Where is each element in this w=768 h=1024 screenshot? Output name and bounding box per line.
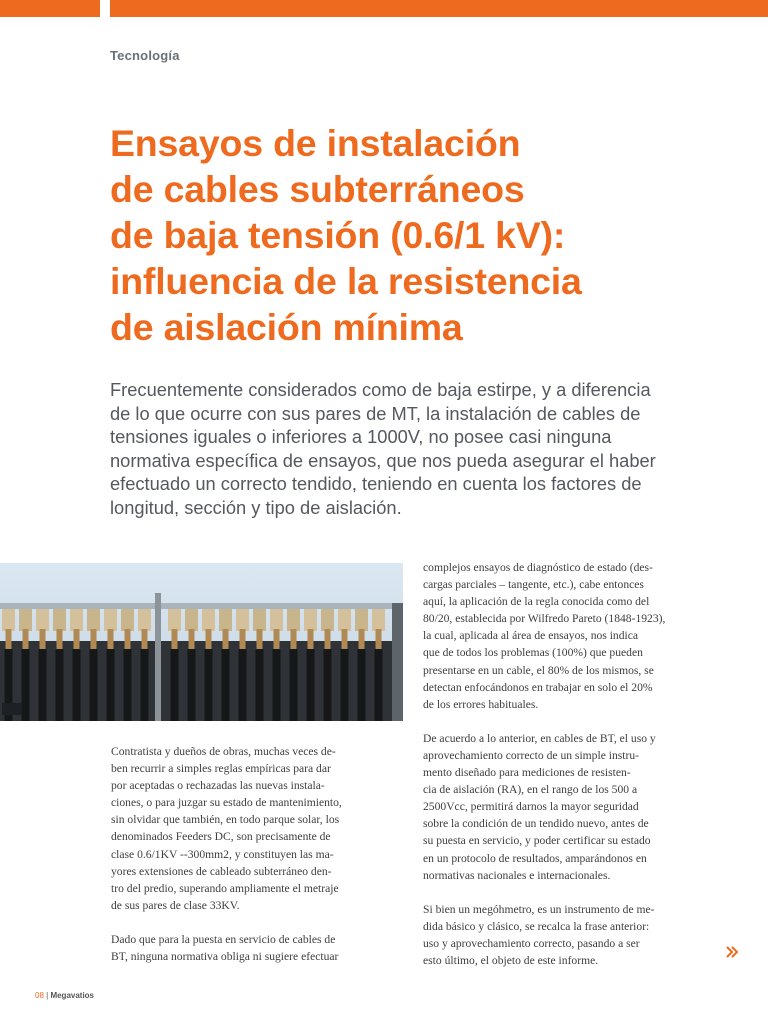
terminal-lug xyxy=(342,629,348,651)
text-line: que de todos los problemas (100%) que pueden xyxy=(423,646,643,660)
terminal-lug xyxy=(91,629,97,651)
text-line: Dado que para la puesta en servicio de cables de xyxy=(111,932,336,946)
lead-line: longitud, sección y tipo de aislación. xyxy=(110,496,402,518)
terminal-plate xyxy=(321,609,334,631)
page-number: 08 xyxy=(35,991,44,1000)
text-line: Si bien un megóhmetro, es un instrumento de me- xyxy=(423,902,655,916)
chevron-double-right-icon[interactable] xyxy=(724,944,740,960)
terminal-lug xyxy=(40,629,46,651)
terminal-lug xyxy=(376,629,382,651)
text-line: denominados Feeders DC, son precisamente de xyxy=(111,830,331,844)
terminal-lug xyxy=(189,629,195,651)
text-line: Contratista y dueños de obras, muchas veces de- xyxy=(111,745,336,758)
terminal-plate xyxy=(138,609,151,631)
terminal-lug xyxy=(6,629,12,651)
title-line: influencia de la resistencia xyxy=(110,260,582,302)
text-line: yores extensiones de cableado subterráneo den- xyxy=(111,864,332,878)
title-line: de cables subterráneos xyxy=(110,168,525,210)
terminal-plate xyxy=(287,609,300,631)
terminal-lug xyxy=(308,629,314,651)
text-line: de los errores habituales. xyxy=(423,697,539,711)
text-line: ciones, o para juzgar su estado de mantenimiento, xyxy=(111,796,342,810)
terminal-plate xyxy=(19,609,32,631)
lead-line: Frecuentemente considerados como de baja estirpe, y a diferencia xyxy=(110,379,651,400)
terminal-plate xyxy=(253,609,266,631)
cable xyxy=(205,649,213,721)
terminal-lug xyxy=(223,629,229,651)
terminal-plate xyxy=(70,609,83,631)
terminal-plate xyxy=(236,609,249,631)
terminal-plate xyxy=(168,609,181,631)
top-bar-left xyxy=(0,0,100,17)
text-line: cargas parciales – tangente, etc.), cabe entonces xyxy=(423,578,644,592)
terminal-lug xyxy=(108,629,114,651)
text-line: De acuerdo a lo anterior, en cables de BT, el uso y xyxy=(423,731,656,745)
footer-separator: | xyxy=(43,991,51,1000)
cable xyxy=(341,649,349,721)
cable xyxy=(141,649,149,721)
terminal-plate xyxy=(53,609,66,631)
cable xyxy=(22,649,30,721)
cable xyxy=(39,649,47,721)
cable xyxy=(375,649,383,721)
text-line: sobre la condición de un tendido nuevo, antes de xyxy=(423,817,649,831)
terminal-plate xyxy=(372,609,385,631)
paragraph-gap xyxy=(423,884,723,901)
terminal-plate xyxy=(270,609,283,631)
terminal-plate xyxy=(121,609,134,631)
text-line: mento diseñado para mediciones de resisten- xyxy=(423,766,631,780)
cable xyxy=(124,649,132,721)
cable xyxy=(239,649,247,721)
terminal-plate xyxy=(87,609,100,631)
text-line: 80/20, establecida por Wilfredo Pareto (1848-1923), xyxy=(423,612,666,626)
text-line: 2500Vcc, permitirá darnos la mayor seguridad xyxy=(423,800,639,814)
terminal-lug xyxy=(23,629,29,651)
terminal-lug xyxy=(359,629,365,651)
top-bar-right xyxy=(110,0,768,17)
text-line: aquí, la aplicación de la regla conocida como del xyxy=(423,595,650,609)
lead-line: tensiones iguales o inferiores a 1000V, no posee casi ninguna xyxy=(110,426,612,447)
terminal-plate xyxy=(104,609,117,631)
cable xyxy=(307,649,315,721)
paragraph-gap xyxy=(111,914,401,931)
title-line: de baja tensión (0.6/1 kV): xyxy=(110,214,566,256)
text-line: en un protocolo de resultados, amparándonos en xyxy=(423,851,647,865)
title-line: de aislación mínima xyxy=(110,306,463,348)
title-line: Ensayos de instalación xyxy=(110,122,521,164)
terminal-lug xyxy=(274,629,280,651)
lead-line: efectuado un correcto tendido, teniendo en cuenta los factores de xyxy=(110,473,642,494)
cable xyxy=(188,649,196,721)
terminal-lug xyxy=(257,629,263,651)
text-line: tro del predio, superando ampliamente el metraje xyxy=(111,881,339,895)
cable xyxy=(107,649,115,721)
terminal-lug xyxy=(206,629,212,651)
paragraph-gap xyxy=(423,713,723,730)
terminal-plate xyxy=(219,609,232,631)
cable xyxy=(222,649,230,721)
terminal-lug xyxy=(142,629,148,651)
text-line: cia de aislación (RA), en el rango de los 500 a xyxy=(423,783,638,797)
cable xyxy=(290,649,298,721)
terminal-plate xyxy=(36,609,49,631)
cable xyxy=(73,649,81,721)
cable xyxy=(171,649,179,721)
text-line: su puesta en servicio, y poder certificar su estado xyxy=(423,834,651,848)
text-line: dida básico y clásico, se recalca la frase anterior: xyxy=(423,919,650,933)
magazine-name: Megavatios xyxy=(50,991,95,1000)
terminal-lug xyxy=(74,629,80,651)
text-line: la cual, aplicada al área de ensayos, nos indica xyxy=(423,629,639,643)
terminal-lug xyxy=(240,629,246,651)
column-right xyxy=(423,559,723,969)
terminal-plate xyxy=(355,609,368,631)
article-title xyxy=(110,120,750,350)
text-line: detectan enfocándonos en trabajar en solo el 20% xyxy=(423,680,653,694)
column-left xyxy=(111,743,401,965)
lead-line: normativa específica de ensayos, que nos pueda asegurar el haber xyxy=(110,449,656,471)
text-line: uso y aprovechamiento correcto, pasando a ser xyxy=(423,936,640,950)
cable-terminals-photo xyxy=(0,563,403,721)
text-line: complejos ensayos de diagnóstico de estado (des- xyxy=(423,561,653,574)
terminal-plate xyxy=(185,609,198,631)
terminal-plate xyxy=(338,609,351,631)
cable xyxy=(358,649,366,721)
text-line: ben recurrir a simples reglas empíricas para dar xyxy=(111,762,331,776)
cable xyxy=(324,649,332,721)
text-line: sin olvidar que también, en todo parque solar, los xyxy=(111,813,340,827)
terminal-lug xyxy=(172,629,178,651)
cable xyxy=(56,649,64,721)
page-footer xyxy=(35,991,94,1000)
text-line: por aceptadas o rechazadas las nuevas instala- xyxy=(111,779,325,793)
lead-line: de lo que ocurre con sus pares de MT, la instalación de cables de xyxy=(110,402,641,424)
terminal-lug xyxy=(57,629,63,651)
text-line: BT, ninguna normativa obliga ni sugiere efectuar xyxy=(111,950,339,964)
terminal-lug xyxy=(125,629,131,651)
text-line: de sus pares de clase 33KV. xyxy=(111,898,240,912)
text-line: clase 0.6/1KV --300mm2, y constituyen las ma- xyxy=(111,847,334,861)
lead-paragraph xyxy=(110,378,710,519)
cable xyxy=(90,649,98,721)
text-line: presentarse en un cable, el 80% de los mismos, se xyxy=(423,663,654,677)
text-line: normativas nacionales e internacionales. xyxy=(423,868,611,882)
text-line: esto último, el objeto de este informe. xyxy=(423,953,599,967)
text-line: aprovechamiento correcto de un simple instru- xyxy=(423,748,640,762)
terminal-plate xyxy=(202,609,215,631)
cable xyxy=(273,649,281,721)
terminal-plate xyxy=(2,609,15,631)
terminal-plate xyxy=(304,609,317,631)
section-label: Tecnología xyxy=(110,48,180,63)
terminal-lug xyxy=(291,629,297,651)
terminal-lug xyxy=(325,629,331,651)
cable xyxy=(256,649,264,721)
